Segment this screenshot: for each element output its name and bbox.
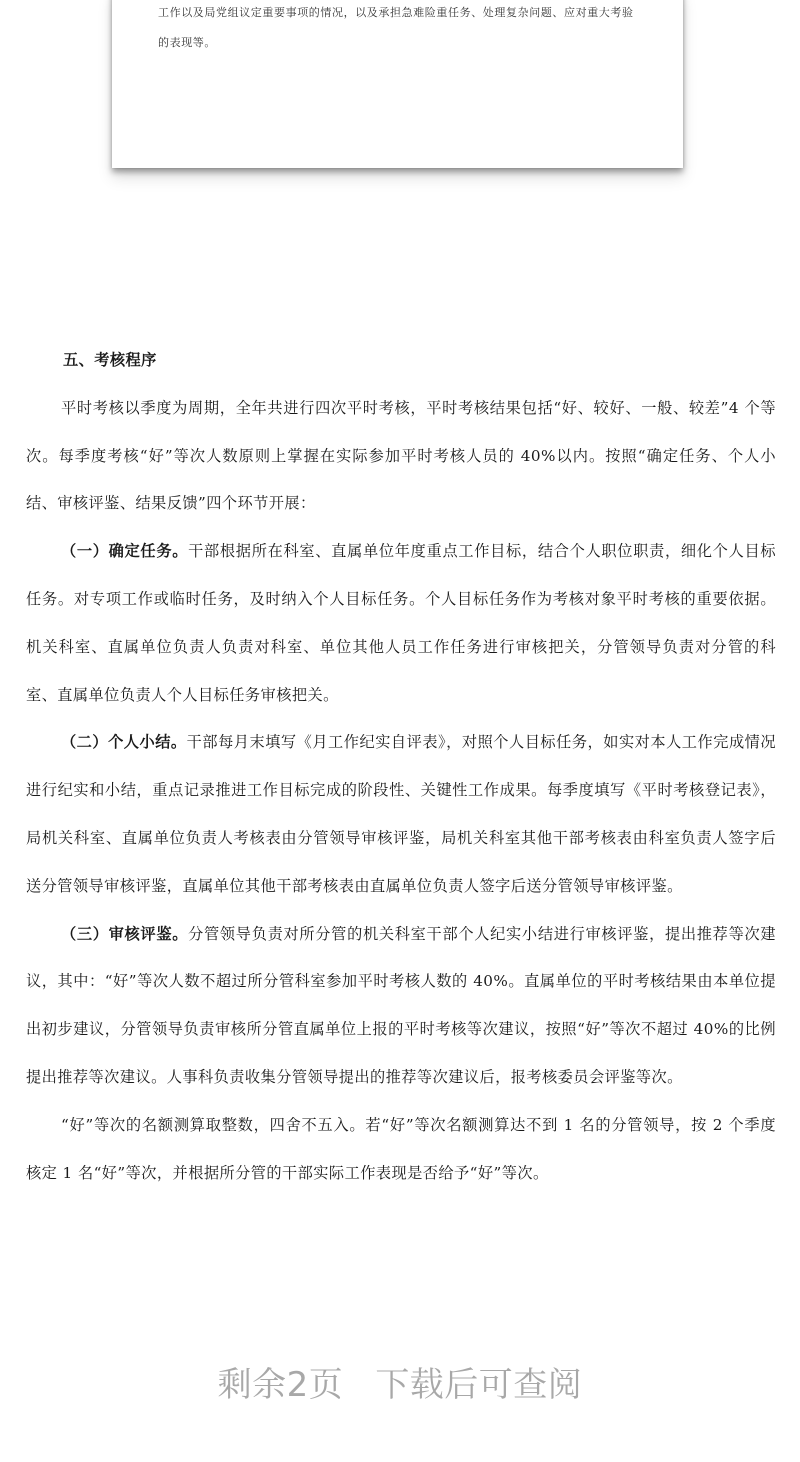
item-lead: （三）审核评鉴。: [60, 924, 189, 943]
item-lead: （二）个人小结。: [60, 733, 187, 752]
item-body: 干部根据所在科室、直属单位年度重点工作目标，结合个人职位职责，细化个人目标任务。对专项工作或临时任务，及时纳入个人目标任务。个人目标任务作为考核对象平时考核的重要依据。机关科室、直属单位负责人负责对科室、单位其他人员工作任务进行审核把关，分管领导负责对分管的科室、直属单位负责人个人目标任务审核把关。: [26, 542, 776, 704]
closing-paragraph: “好”等次的名额测算取整数，四舍不五入。若“好”等次名额测算达不到 1 名的分管领导，按 2 个季度核定 1 名“好”等次，并根据所分管的干部实际工作表现是否给予“好”等次。: [26, 1115, 776, 1182]
intro-paragraph: 平时考核以季度为周期，全年共进行四次平时考核，平时考核结果包括“好、较好、一般、较差”4 个等次。每季度考核“好”等次人数原则上掌握在实际参加平时考核人员的 40%以内。按照“确定任务、个人小结、审核评鉴、结果反馈”四个环节开展：: [26, 398, 776, 513]
item-lead: （一）确定任务。: [60, 542, 189, 561]
item-body: 干部每月末填写《月工作纪实自评表》，对照个人目标任务，如实对本人工作完成情况进行纪实和小结，重点记录推进工作目标完成的阶段性、关键性工作成果。每季度填写《平时考核登记表》，局机关科室、直属单位负责人考核表由分管领导审核评鉴，局机关科室其他干部考核表由科室负责人签字后送分管领导审核评鉴，直属单位其他干部考核表由直属单位负责人签字后送分管领导审核评鉴。: [26, 733, 777, 895]
item-review: [26, 911, 776, 1102]
previous-page-text: [158, 0, 658, 58]
item-personal-summary: [26, 719, 776, 910]
item-body: 分管领导负责对所分管的机关科室干部个人纪实小结进行审核评鉴，提出推荐等次建议，其中：“好”等次人数不超过所分管科室参加平时考核人数的 40%。直属单位的平时考核结果由本单位提出初步建议，分管领导负责审核所分管直属单位上报的平时考核等次建议，按照“好”等次不超过 40%的比例提出推荐等次建议。人事科负责收集分管领导提出的推荐等次建议后，报考核委员会评鉴等次。: [26, 924, 776, 1086]
download-to-view-text[interactable]: 下载后可查阅: [375, 1365, 583, 1405]
card-line-1: 工作以及局党组议定重要事项的情况，以及承担急难险重任务、处理复杂问题、应对重大考验: [158, 6, 634, 19]
remaining-pages-text[interactable]: 剩余2页: [217, 1365, 344, 1405]
download-banner[interactable]: [0, 1357, 800, 1406]
item-confirm-task: [26, 528, 776, 719]
section-heading: 五、考核程序: [63, 351, 157, 369]
document-body: [26, 337, 776, 1197]
card-line-2: 的表现等。: [158, 36, 216, 49]
previous-page-card: [112, 0, 683, 168]
